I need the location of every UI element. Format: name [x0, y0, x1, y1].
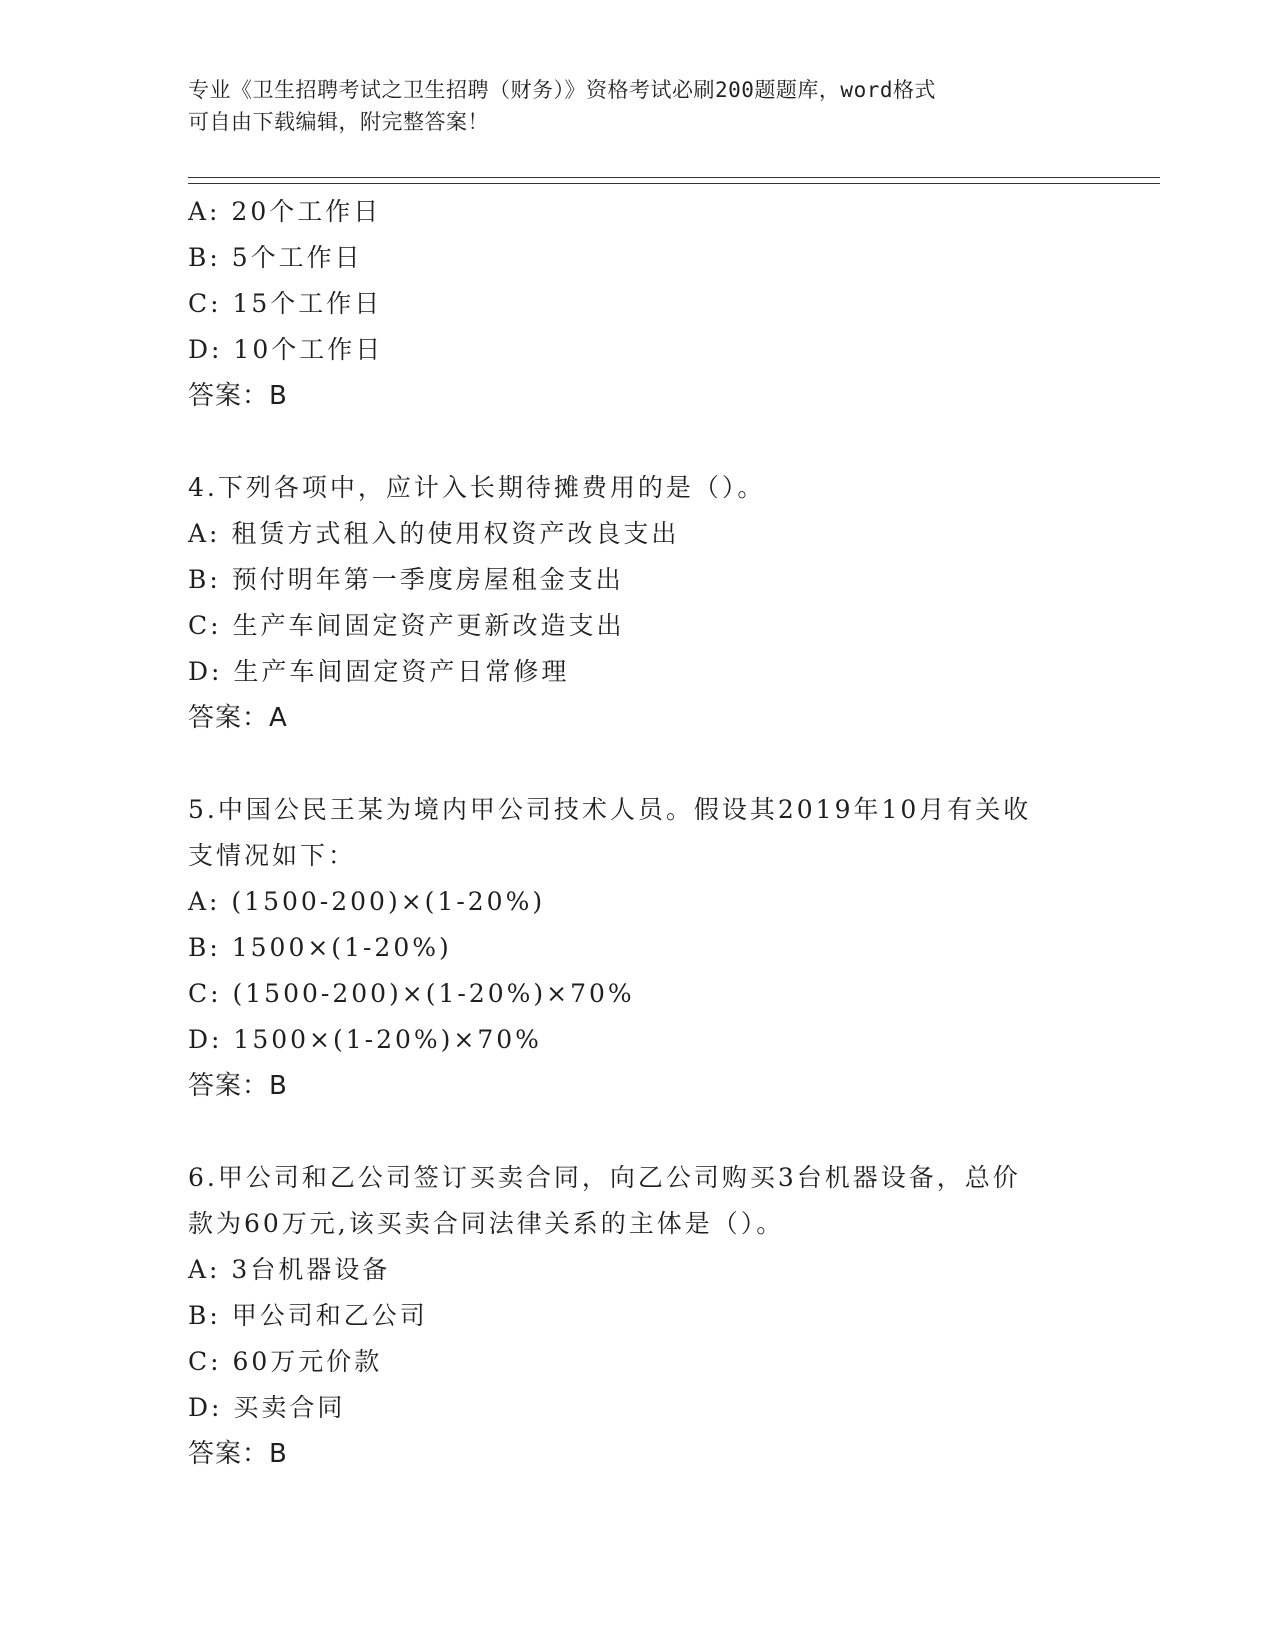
question-3: [188, 189, 1088, 419]
question-spacer: [188, 1109, 1088, 1155]
answer-line: 答案：A: [188, 703, 288, 733]
question-stem: 5.中国公民王某为境内甲公司技术人员。假设其2019年10月有关收: [188, 795, 1032, 824]
option-b: B: 甲公司和乙公司: [188, 1301, 428, 1330]
question-stem: 支情况如下：: [188, 841, 357, 870]
answer-line: 答案：B: [188, 1439, 288, 1469]
header-line-2: 可自由下载编辑，附完整答案！: [188, 110, 489, 134]
header-line-1: 专业《卫生招聘考试之卫生招聘（财务）》资格考试必刷200题题库，word格式: [188, 78, 936, 102]
option-d: D: 10个工作日: [188, 335, 384, 364]
option-d: D: 生产车间固定资产日常修理: [188, 657, 570, 686]
option-d: D: 买卖合同: [188, 1393, 346, 1422]
question-spacer: [188, 419, 1088, 465]
option-a: A: 租赁方式租入的使用权资产改良支出: [188, 519, 680, 548]
option-c: C: 60万元价款: [188, 1347, 383, 1376]
option-c: C: 15个工作日: [188, 289, 383, 318]
question-6: [188, 1155, 1088, 1477]
question-stem: 6.甲公司和乙公司签订买卖合同，向乙公司购买3台机器设备，总价: [188, 1163, 1021, 1192]
option-b: B: 1500×(1-20%): [188, 933, 452, 962]
option-a: A: (1500-200)×(1-20%): [188, 887, 546, 916]
option-d: D: 1500×(1-20%)×70%: [188, 1025, 542, 1054]
header-divider-bottom: [188, 183, 1160, 184]
question-list: [188, 189, 1088, 1477]
option-a: A: 20个工作日: [188, 197, 382, 226]
question-stem: 4.下列各项中，应计入长期待摊费用的是（）。: [188, 473, 766, 502]
question-4: [188, 465, 1088, 741]
question-spacer: [188, 741, 1088, 787]
header-divider-top: [188, 177, 1160, 178]
option-b: B: 预付明年第一季度房屋租金支出: [188, 565, 624, 594]
answer-line: 答案：B: [188, 1071, 288, 1101]
option-a: A: 3台机器设备: [188, 1255, 391, 1284]
question-5: [188, 787, 1088, 1109]
option-c: C: 生产车间固定资产更新改造支出: [188, 611, 625, 640]
answer-line: 答案：B: [188, 381, 288, 411]
document-header: [188, 74, 1088, 138]
option-c: C: (1500-200)×(1-20%)×70%: [188, 979, 635, 1008]
option-b: B: 5个工作日: [188, 243, 363, 272]
question-stem: 款为60万元,该买卖合同法律关系的主体是（）。: [188, 1209, 785, 1238]
